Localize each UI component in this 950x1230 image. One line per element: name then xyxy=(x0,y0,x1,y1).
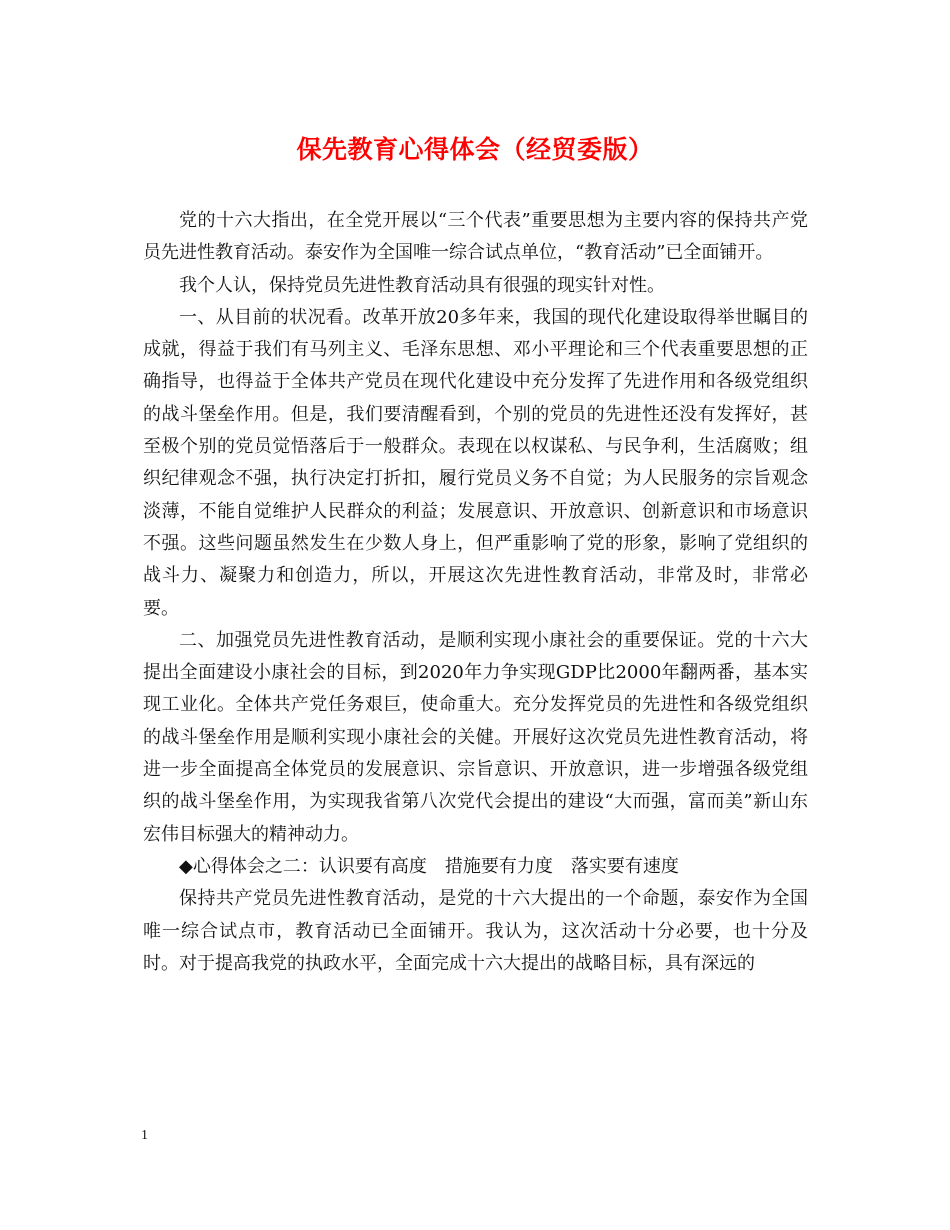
paragraph-intro: 党的十六大指出，在全党开展以“三个代表”重要思想为主要内容的保持共产党员先进性教育活动。泰安作为全国唯一综合试点单位，“教育活动”已全面铺开。 xyxy=(143,210,808,264)
paragraph-opinion: 我个人认，保持党员先进性教育活动具有很强的现实针对性。 xyxy=(179,274,665,296)
paragraph-point-one: 一、从目前的状况看。改革开放20多年来，我国的现代化建设取得举世瞩目的成就，得益于我们有马列主义、毛泽东思想、邓小平理论和三个代表重要思想的正确指导，也得益于全体共产党员在现代化建设中充分发挥了先进作用和各级党组织的战斗堡垒作用。但是，我们要清醒看到，个别的党员的先进性还没有发挥好，甚至极个别的党员觉悟落后于一般群众。表现在以权谋私、与民争利，生活腐败；组织纪律观念不强，执行决定打折扣，履行党员义务不自觉；为人民服务的宗旨观念淡薄，不能自觉维护人民群众的利益；发展意识、开放意识、创新意识和市场意识不强。这些问题虽然发生在少数人身上，但严重影响了党的形象，影响了党组织的战斗力、凝聚力和创造力，所以，开展这次先进性教育活动，非常及时，非常必要。 xyxy=(143,306,808,619)
paragraph-point-two: 二、加强党员先进性教育活动，是顺利实现小康社会的重要保证。党的十六大提出全面建设小康社会的目标，到2020年力争实现GDP比2000年翻两番，基本实现工业化。全体共产党任务艰巨，使命重大。充分发挥党员的先进性和各级党组织的战斗堡垒作用是顺利实现小康社会的关健。开展好这次党员先进性教育活动，将进一步全面提高全体党员的发展意识、宗旨意识、开放意识，进一步增强各级党组织的战斗堡垒作用，为实现我省第八次党代会提出的建设“大而强，富而美”新山东宏伟目标强大的精神动力。 xyxy=(143,629,808,845)
document-body xyxy=(143,205,808,980)
paragraph-section-two: 保持共产党员先进性教育活动，是党的十六大提出的一个命题，泰安作为全国唯一综合试点市，教育活动已全面铺开。我认为，这次活动十分必要，也十分及时。对于提高我党的执政水平，全面完成十六大提出的战略目标，具有深远的 xyxy=(143,888,808,974)
document-title: 保先教育心得体会（经贸委版） xyxy=(296,135,654,164)
page-number: 1 xyxy=(141,1128,148,1143)
section-heading: ◆心得体会之二：认识要有高度 措施要有力度 落实要有速度 xyxy=(179,855,679,877)
